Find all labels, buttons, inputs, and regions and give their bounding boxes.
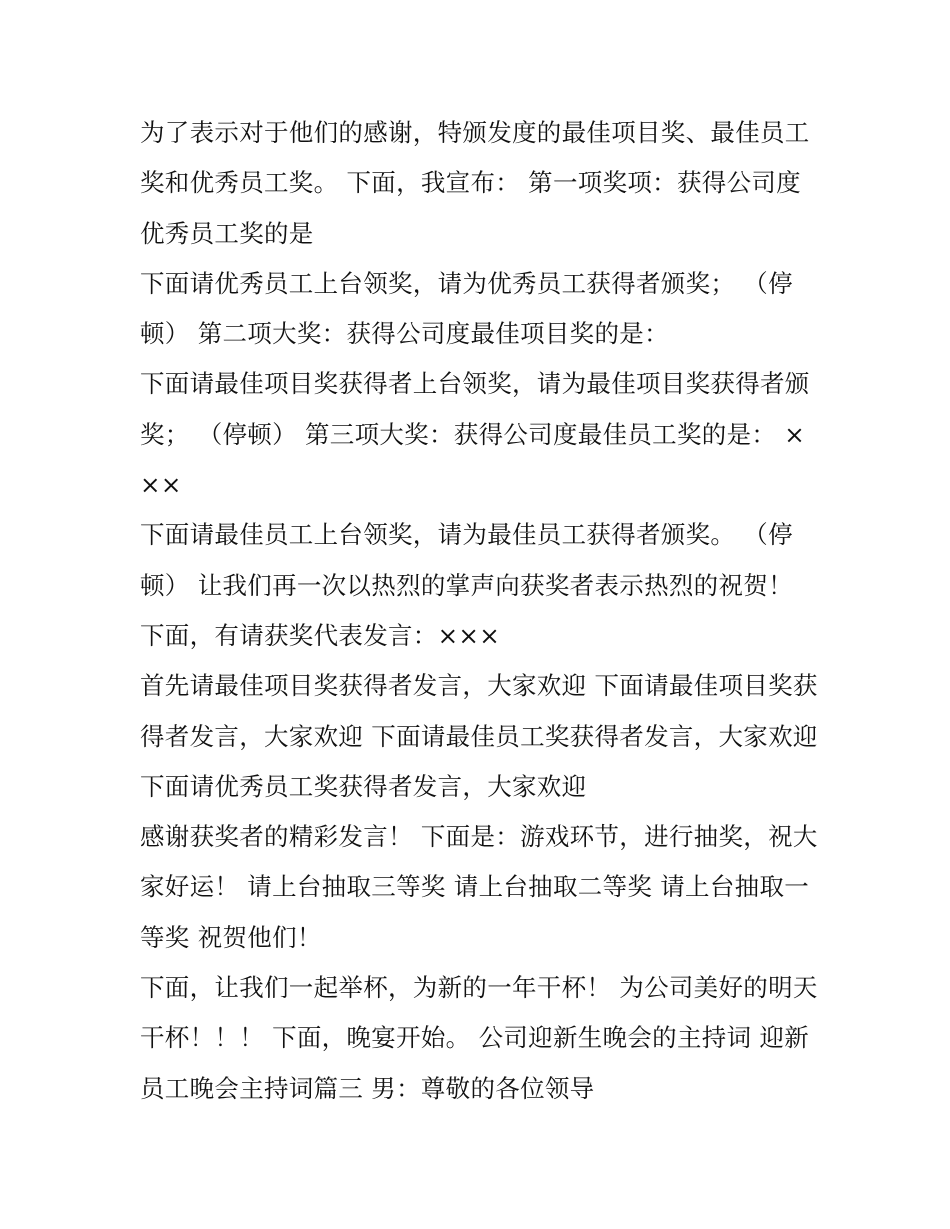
- paragraph-1: 为了表示对于他们的感谢，特颁发度的最佳项目奖、最佳员工奖和优秀员工奖。 下面，我宣布： 第一项奖项：获得公司度优秀员工奖的是: [140, 118, 810, 248]
- paragraph-8: 下面，让我们一起举杯，为新的一年干杯！ 为公司美好的明天干杯！！！ 下面，晚宴开始。 公司迎新生晚会的主持词 迎新员工晚会主持词篇三 男：尊敬的各位领导: [140, 973, 818, 1103]
- paragraph-3: 下面请最佳项目奖获得者上台领奖，请为最佳项目奖获得者颁奖； （停顿） 第三项大奖：获得公司度最佳员工奖的是： ×××: [140, 369, 810, 500]
- paragraph-5: 下面，有请获奖代表发言：×××: [140, 620, 501, 650]
- paragraph-4: 下面请最佳员工上台领奖，请为最佳员工获得者颁奖。 （停顿） 让我们再一次以热烈的掌声向获奖者表示热烈的祝贺！: [140, 520, 793, 600]
- paragraph-7: 感谢获奖者的精彩发言！ 下面是：游戏环节，进行抽奖，祝大家好运！ 请上台抽取三等奖 请上台抽取二等奖 请上台抽取一等奖 祝贺他们！: [140, 822, 818, 952]
- document-body: [140, 108, 820, 1114]
- paragraph-2: 下面请优秀员工上台领奖，请为优秀员工获得者颁奖； （停顿） 第二项大奖：获得公司度最佳项目奖的是：: [140, 268, 793, 349]
- paragraph-6: 首先请最佳项目奖获得者发言，大家欢迎 下面请最佳项目奖获得者发言，大家欢迎 下面请最佳员工奖获得者发言，大家欢迎 下面请优秀员工奖获得者发言，大家欢迎: [140, 671, 818, 801]
